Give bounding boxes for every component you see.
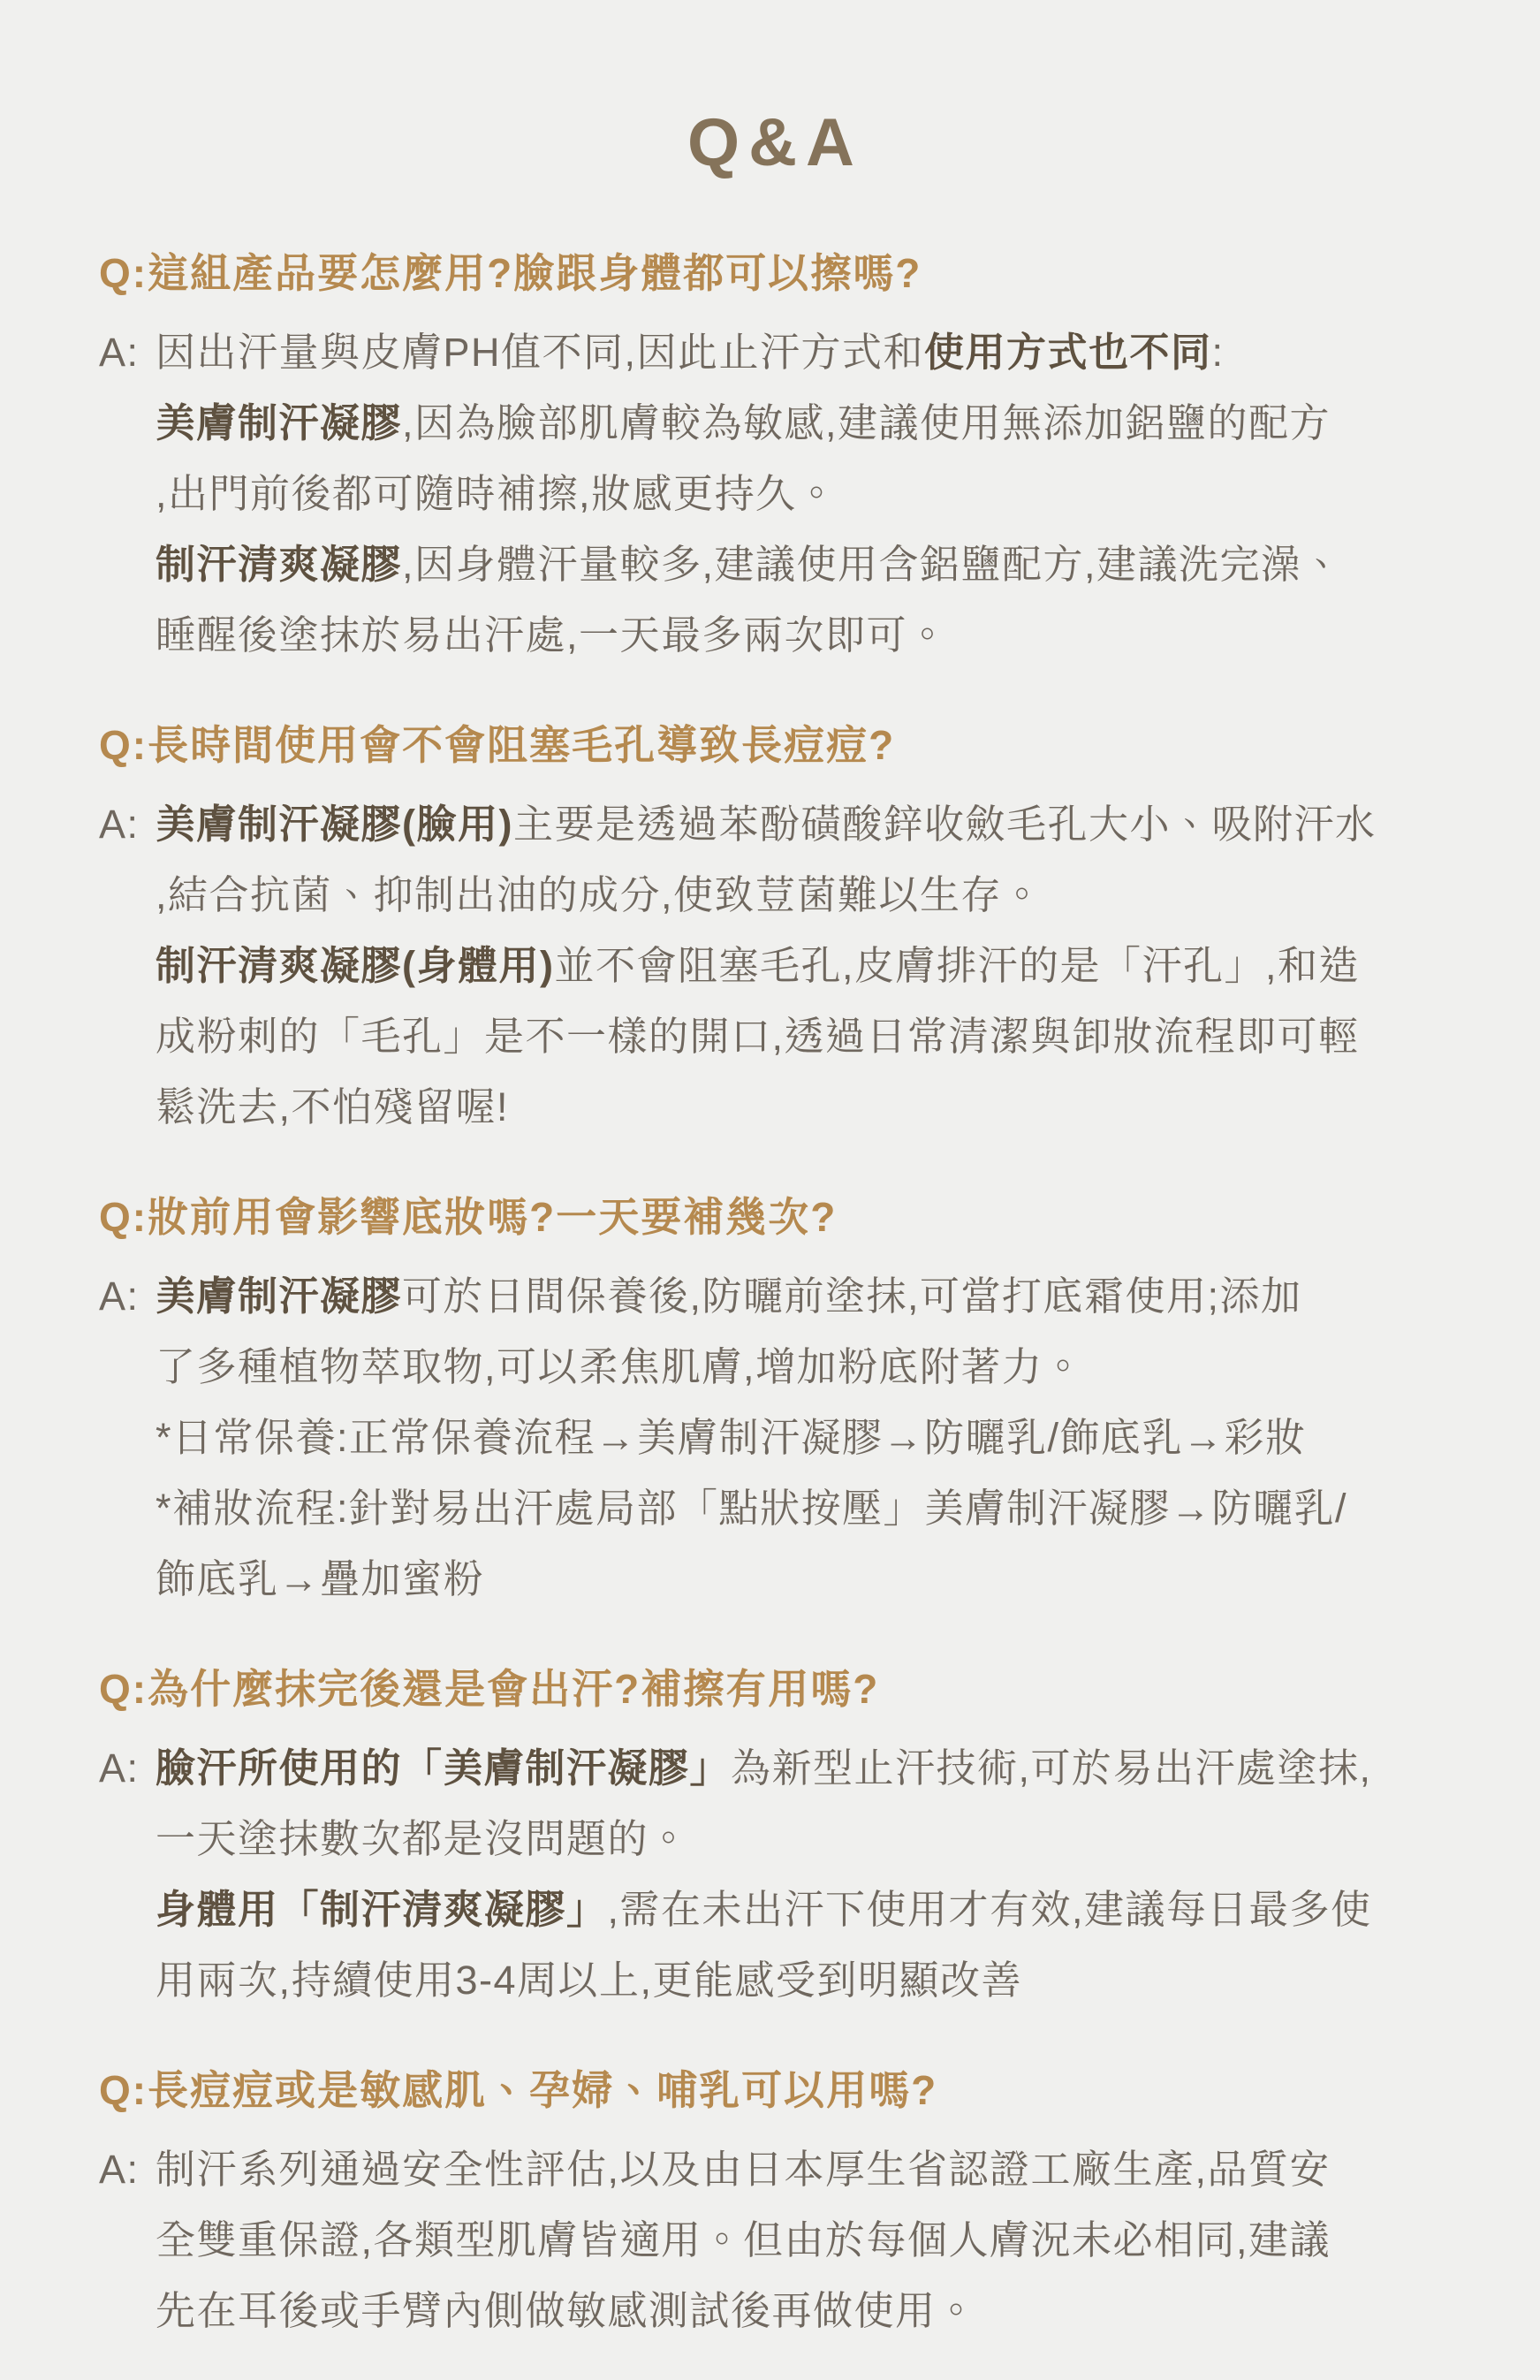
answer-line	[156, 529, 1452, 600]
answer-emphasis: 美膚制汗凝膠	[156, 1274, 403, 1319]
answer-prefix: A:	[99, 2147, 140, 2192]
answer-text: 先在耳後或手臂內側做敏感測試後再做使用。	[156, 2288, 978, 2333]
answer-emphasis: 制汗清爽凝膠(身體用)	[156, 943, 555, 988]
answer	[99, 789, 1452, 1143]
answer-line	[156, 1804, 1452, 1874]
answer-text: 主要是透過苯酚磺酸鋅收斂毛孔大小、吸附汗水	[512, 802, 1377, 847]
answer-text: *補妝流程:針對易出汗處局部「點狀按壓」美膚制汗凝膠→防曬乳/	[156, 1486, 1348, 1531]
answer-text: ,出門前後都可隨時補擦,妝感更持久。	[156, 471, 838, 516]
qa-list	[99, 245, 1452, 2346]
answer-line	[156, 1544, 1452, 1615]
answer-prefix: A:	[99, 1745, 140, 1791]
answer-emphasis: 美膚制汗凝膠(臉用)	[156, 802, 513, 847]
answer-text: ,需在未出汗下使用才有效,建議每日最多使	[607, 1887, 1372, 1932]
answer-text: 可於日間保養後,防曬前塗抹,可當打底霜使用;添加	[402, 1274, 1302, 1319]
answer	[99, 1733, 1452, 2016]
answer-text: ,結合抗菌、抑制出油的成分,使致荳菌難以生存。	[156, 872, 1043, 917]
answer-text: 並不會阻塞毛孔,皮膚排汗的是「汗孔」,和造	[554, 943, 1360, 988]
answer-line	[99, 1733, 1452, 1804]
question-text: Q:長時間使用會不會阻塞毛孔導致長痘痘?	[99, 722, 896, 768]
answer-text: 用兩次,持續使用3-4周以上,更能感受到明顯改善	[156, 1958, 1023, 2003]
qa-block	[99, 2062, 1452, 2346]
answer-text: 因出汗量與皮膚PH值不同,因此止汗方式和	[156, 330, 925, 375]
answer-line	[156, 2276, 1452, 2346]
answer-prefix: A:	[99, 1274, 140, 1319]
answer-text: 一天塗抹數次都是沒問題的。	[156, 1816, 690, 1861]
answer	[99, 1261, 1452, 1615]
answer-line	[156, 860, 1452, 931]
answer-line	[156, 388, 1452, 459]
answer-text: 全雙重保證,各類型肌膚皆適用。但由於每個人膚況未必相同,建議	[156, 2217, 1331, 2262]
question-text: Q:為什麼抹完後還是會出汗?補擦有用嗎?	[99, 1666, 880, 1712]
answer-line	[99, 789, 1452, 860]
answer-line	[156, 2205, 1452, 2276]
question-text: Q:長痘痘或是敏感肌、孕婦、哺乳可以用嗎?	[99, 2067, 938, 2113]
question-text: Q:妝前用會影響底妝嗎?一天要補幾次?	[99, 1194, 838, 1240]
answer-line	[156, 1332, 1452, 1403]
answer	[99, 317, 1452, 671]
answer-line	[156, 1072, 1452, 1143]
answer-text: *日常保養:正常保養流程→美膚制汗凝膠→防曬乳/飾底乳→彩妝	[156, 1415, 1307, 1460]
answer-line	[156, 1403, 1452, 1473]
answer	[99, 2134, 1452, 2346]
answer-text: 為新型止汗技術,可於易出汗處塗抹,	[731, 1745, 1372, 1791]
answer-text: 制汗系列通過安全性評估,以及由日本厚生省認證工廠生產,品質安	[156, 2147, 1331, 2192]
answer-emphasis: 臉汗所使用的「美膚制汗凝膠」	[156, 1745, 732, 1791]
page-title: Q&A	[687, 105, 863, 180]
qa-block	[99, 1661, 1452, 2016]
answer-line	[156, 459, 1452, 529]
answer-text: ,因為臉部肌膚較為敏感,建議使用無添加鋁鹽的配方	[402, 400, 1331, 445]
answer-text: 飾底乳→疊加蜜粉	[156, 1556, 485, 1601]
qa-block	[99, 717, 1452, 1143]
answer-line	[156, 1874, 1452, 1945]
answer-emphasis: 制汗清爽凝膠	[156, 542, 403, 587]
question-text: Q:這組產品要怎麼用?臉跟身體都可以擦嗎?	[99, 250, 922, 296]
answer-text: 了多種植物萃取物,可以柔焦肌膚,增加粉底附著力。	[156, 1344, 1085, 1389]
answer-line	[99, 1261, 1452, 1332]
answer-text: ,因身體汗量較多,建議使用含鋁鹽配方,建議洗完澡、	[402, 542, 1344, 587]
answer-emphasis: 身體用「制汗清爽凝膠」	[156, 1887, 608, 1932]
answer-emphasis: 美膚制汗凝膠	[156, 400, 403, 445]
answer-line	[99, 2134, 1452, 2205]
answer-text: 成粉刺的「毛孔」是不一樣的開口,透過日常清潔與卸妝流程即可輕	[156, 1014, 1360, 1059]
answer-line	[156, 1001, 1452, 1072]
answer-line	[99, 317, 1452, 388]
answer-text: 睡醒後塗抹於易出汗處,一天最多兩次即可。	[156, 612, 949, 658]
answer-line	[156, 931, 1452, 1001]
answer-line	[156, 1945, 1452, 2016]
answer-prefix: A:	[99, 802, 140, 847]
qa-block	[99, 245, 1452, 671]
answer-emphasis: 使用方式也不同	[924, 330, 1212, 375]
answer-line	[156, 600, 1452, 671]
answer-prefix: A:	[99, 330, 140, 375]
answer-line	[156, 1473, 1452, 1544]
answer-text: :	[1211, 330, 1225, 375]
qa-block	[99, 1189, 1452, 1615]
answer-text: 鬆洗去,不怕殘留喔!	[156, 1084, 510, 1129]
